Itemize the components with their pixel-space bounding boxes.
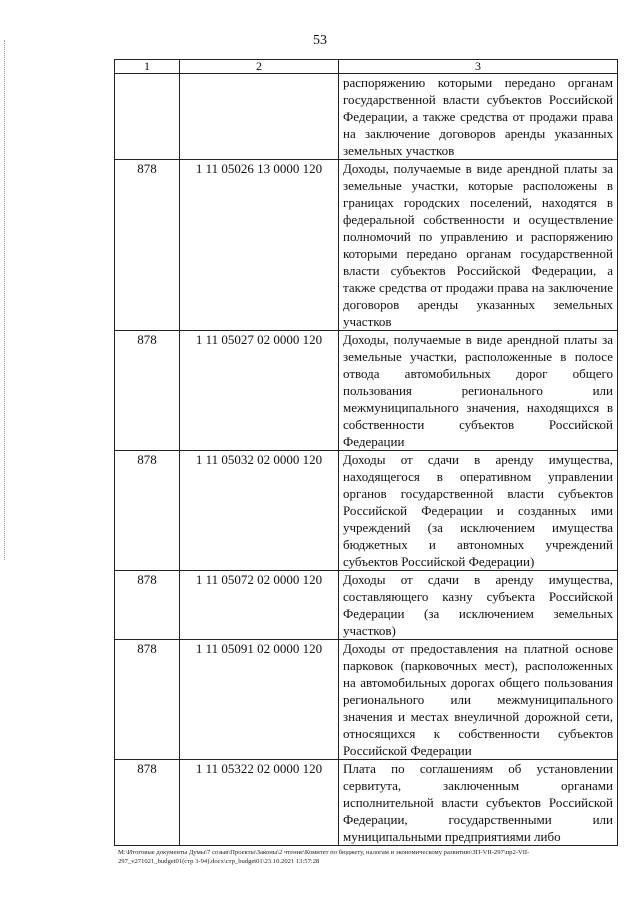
admin-code-cell: 878 <box>115 640 180 760</box>
admin-code-cell: 878 <box>115 760 180 846</box>
header-col-3: 3 <box>339 60 618 74</box>
description-cell: Доходы от сдачи в аренду имущества, составляющего казну субъекта Российской Федерации (за исключением земельных участков) <box>339 571 618 640</box>
table-row <box>115 640 618 760</box>
revenue-codes-table <box>114 59 618 846</box>
page-number: 53 <box>313 33 327 48</box>
kbk-code-cell: 1 11 05032 02 0000 120 <box>180 451 339 571</box>
footer-path-line-1: M:\Итоговые документы Думы\7 созыв\Проекты\Законы\2 чтение\Комитет по бюджету, налогам и экономическому развитию\ЗП-VII-297\пр2-VII- <box>118 849 530 856</box>
header-col-1: 1 <box>115 60 180 74</box>
admin-code-cell: 878 <box>115 160 180 331</box>
table-header-row <box>115 60 618 74</box>
description-cell: распоряжению которыми передано органам государственной власти субъектов Российской Федерации, а также средства от продажи права на заключение договоров аренды указанных земельных участков <box>339 74 618 160</box>
admin-code-cell: 878 <box>115 331 180 451</box>
table-row-continuation <box>115 74 618 160</box>
kbk-code-cell: 1 11 05026 13 0000 120 <box>180 160 339 331</box>
description-cell: Доходы от предоставления на платной основе парковок (парковочных мест), расположенных на автомобильных дорогах общего пользования регионального или межмуниципального значения и местах внеуличной дорожной сети, относящихся к собственности субъектов Российской Федерации <box>339 640 618 760</box>
table-row <box>115 451 618 571</box>
header-col-2: 2 <box>180 60 339 74</box>
footer-path-line-2: 297_v271021_budget01(стр 3-94).docx\стр_budget01\23.10.2021 13:57:28 <box>118 858 320 865</box>
admin-code-cell: 878 <box>115 451 180 571</box>
description-cell: Доходы, получаемые в виде арендной платы за земельные участки, которые расположены в границах городских поселений, находятся в федеральной собственности и осуществление полномочий по управлению и распоряжению которыми передано органам государственной власти субъектов Российской Федерации, а также средства от продажи права на заключение договоров аренды указанных земельных участков <box>339 160 618 331</box>
table-row <box>115 331 618 451</box>
table-row <box>115 571 618 640</box>
table-row <box>115 160 618 331</box>
kbk-code-cell <box>180 74 339 160</box>
kbk-code-cell: 1 11 05091 02 0000 120 <box>180 640 339 760</box>
kbk-code-cell: 1 11 05027 02 0000 120 <box>180 331 339 451</box>
scan-margin-marks <box>4 40 8 560</box>
description-cell: Доходы, получаемые в виде арендной платы за земельные участки, расположенные в полосе отвода автомобильных дорог общего пользования регионального или межмуниципального значения, находящихся в собственности субъектов Российской Федерации <box>339 331 618 451</box>
kbk-code-cell: 1 11 05072 02 0000 120 <box>180 571 339 640</box>
table-row <box>115 760 618 846</box>
description-cell: Плата по соглашениям об установлении сервитута, заключенным органами исполнительной власти субъектов Российской Федерации, государственными или муниципальными предприятиями либо <box>339 760 618 846</box>
admin-code-cell <box>115 74 180 160</box>
admin-code-cell: 878 <box>115 571 180 640</box>
description-cell: Доходы от сдачи в аренду имущества, находящегося в оперативном управлении органов государственной власти субъектов Российской Федерации и созданных ими учреждений (за исключением имущества бюджетных и автономных учреждений субъектов Российской Федерации) <box>339 451 618 571</box>
kbk-code-cell: 1 11 05322 02 0000 120 <box>180 760 339 846</box>
document-path-footer <box>118 848 618 866</box>
